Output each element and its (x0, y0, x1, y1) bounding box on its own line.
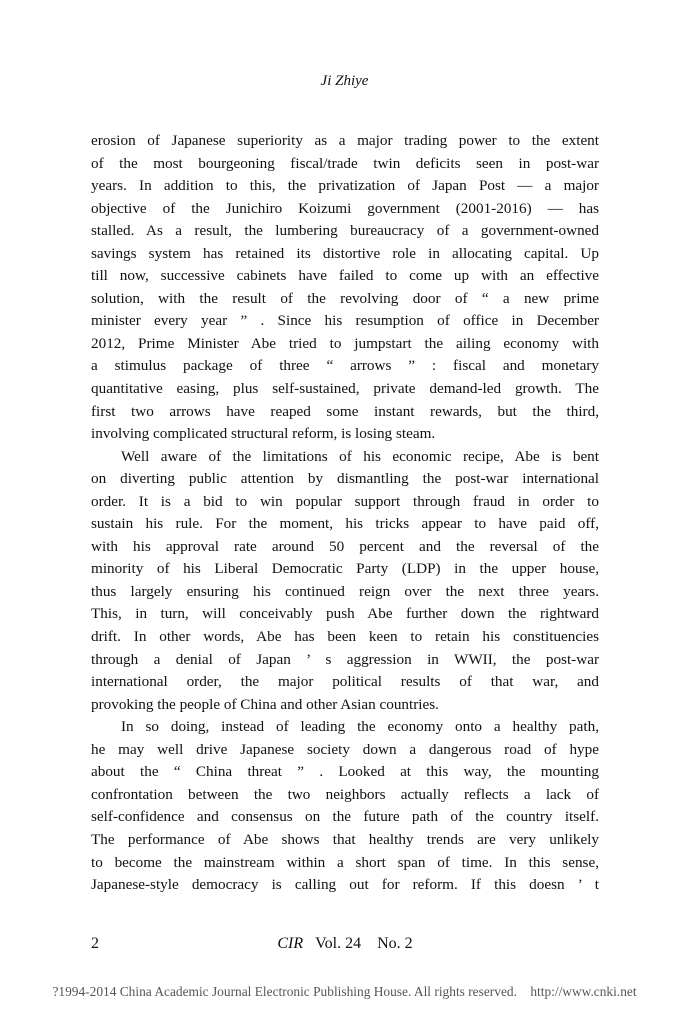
body-line: savings system has retained its distortive role in allocating capital. Up (91, 244, 599, 262)
body-line: drift. In other words, Abe has been keen to retain his constituencies (91, 628, 599, 646)
body-line: confrontation between the two neighbors actually reflects a lack of (91, 785, 599, 803)
article-body (91, 130, 599, 897)
body-line: This, in turn, will conceivably push Abe further down the rightward (91, 605, 599, 623)
body-line: quantitative easing, plus self-sustained, private demand-led growth. The (91, 380, 599, 398)
body-line: minority of his Liberal Democratic Party (LDP) in the upper house, (91, 560, 599, 578)
body-line: first two arrows have reaped some instant rewards, but the third, (91, 402, 599, 420)
body-line: 2012, Prime Minister Abe tried to jumpstart the ailing economy with (91, 334, 599, 352)
body-line: sustain his rule. For the moment, his tricks appear to have paid off, (91, 515, 599, 533)
copyright-notice: ?1994-2014 China Academic Journal Electronic Publishing House. All rights reserved. http://www.cnki.net (52, 984, 637, 999)
body-line: objective of the Junichiro Koizumi government (2001-2016) — has (91, 199, 599, 217)
body-line: minister every year ” . Since his resumption of office in December (91, 312, 599, 330)
body-line: international order, the major political results of that war, and (91, 673, 599, 691)
body-line: on diverting public attention by dismantling the post-war international (91, 470, 599, 488)
page-number: 2 (91, 935, 99, 952)
journal-abbreviation: CIR (277, 935, 304, 952)
body-line: thus largely ensuring his continued reign over the next three years. (91, 582, 599, 600)
volume-issue: Vol. 24 No. 2 (315, 935, 413, 952)
body-line: In so doing, instead of leading the economy onto a healthy path, (121, 718, 599, 736)
body-line: solution, with the result of the revolving door of “ a new prime (91, 289, 599, 307)
body-line: through a denial of Japan ’ s aggression in WWII, the post-war (91, 650, 599, 668)
journal-info (91, 935, 599, 953)
body-line: a stimulus package of three “ arrows ” : fiscal and monetary (91, 357, 599, 375)
body-line: stalled. As a result, the lumbering bureaucracy of a government-owned (91, 222, 599, 240)
body-line: Well aware of the limitations of his economic recipe, Abe is bent (121, 447, 599, 465)
body-line: with his approval rate around 50 percent and the reversal of the (91, 537, 599, 555)
body-line: of the most bourgeoning fiscal/trade twin deficits seen in post-war (91, 154, 599, 172)
body-line: order. It is a bid to win popular support through fraud in order to (91, 492, 599, 510)
page-footer (91, 935, 599, 957)
body-line: he may well drive Japanese society down a dangerous road of hype (91, 740, 599, 758)
body-line: years. In addition to this, the privatization of Japan Post — a major (91, 177, 599, 195)
body-line: about the “ China threat ” . Looked at this way, the mounting (91, 763, 599, 781)
body-line: provoking the people of China and other Asian countries. (91, 695, 439, 713)
body-line: involving complicated structural reform, is losing steam. (91, 425, 436, 443)
body-line: erosion of Japanese superiority as a major trading power to the extent (91, 132, 599, 149)
body-line: to become the mainstream within a short span of time. In this sense, (91, 853, 599, 871)
body-line: Japanese-style democracy is calling out for reform. If this doesn ’ t (91, 876, 599, 894)
body-line: The performance of Abe shows that healthy trends are very unlikely (91, 830, 599, 848)
running-head-author: Ji Zhiye (320, 73, 369, 89)
body-line: self-confidence and consensus on the future path of the country itself. (91, 808, 599, 826)
body-line: till now, successive cabinets have failed to come up with an effective (91, 267, 599, 285)
